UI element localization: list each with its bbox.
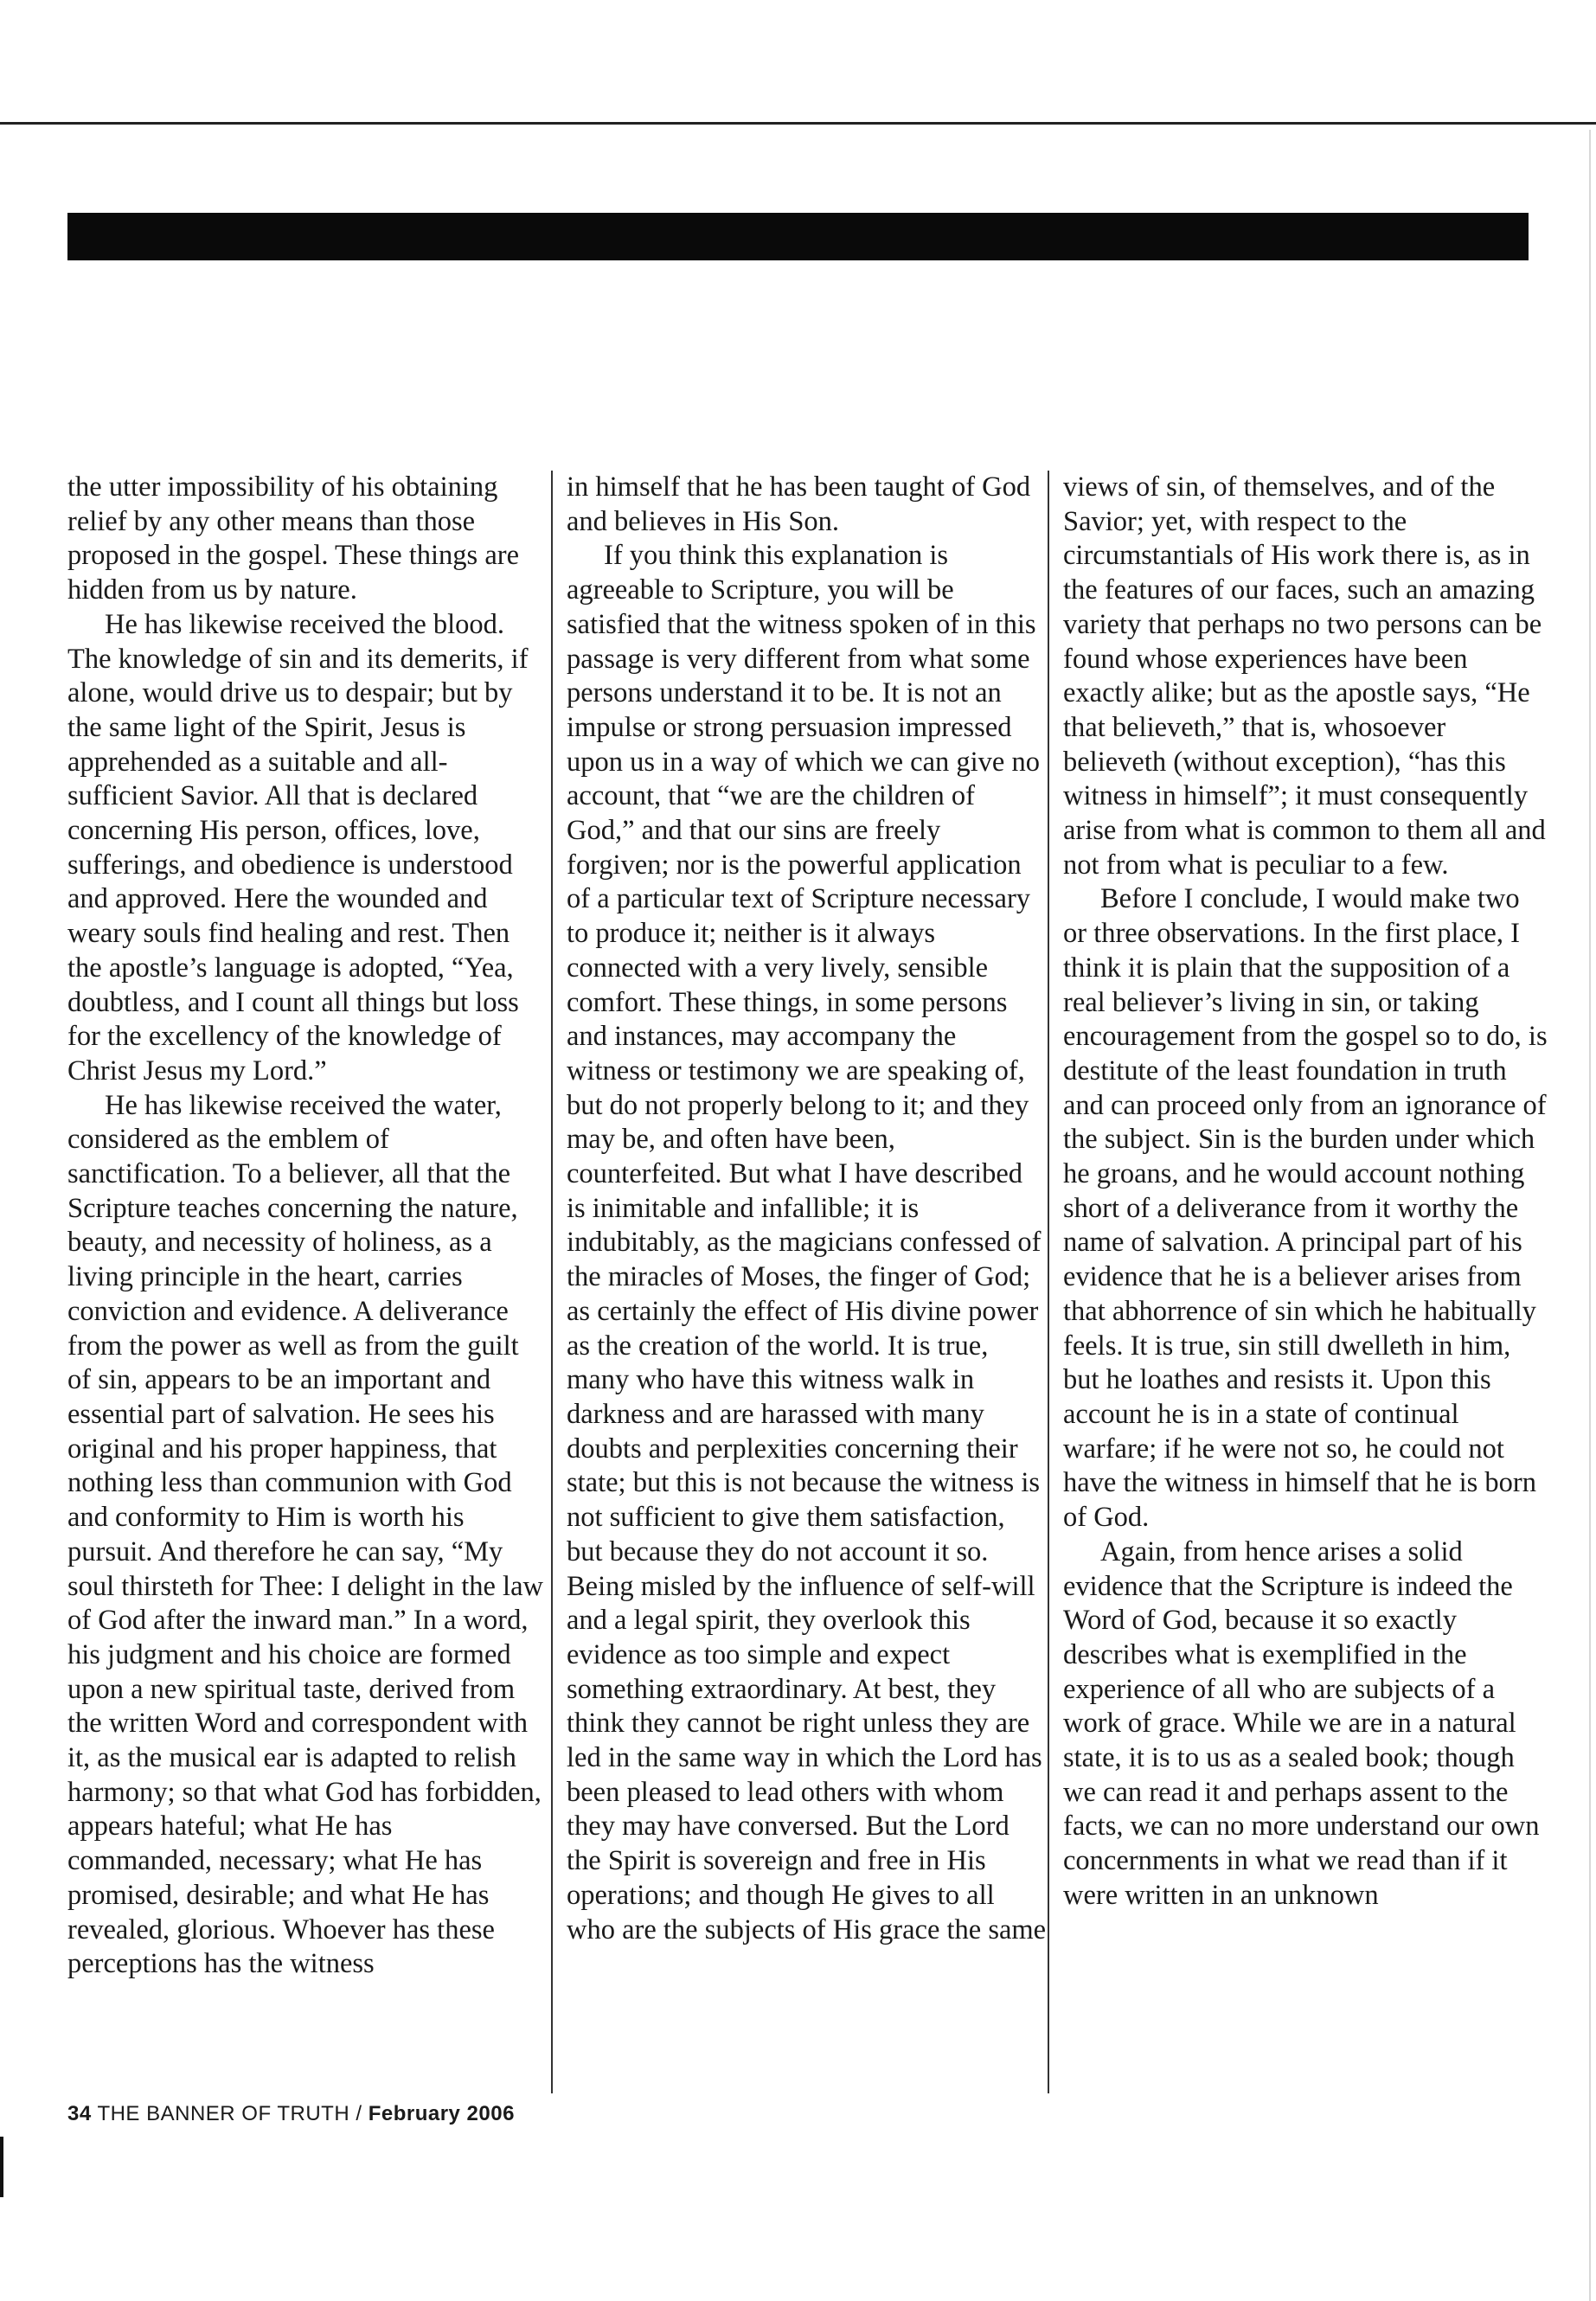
publication-title: THE BANNER OF TRUTH xyxy=(97,2102,350,2125)
top-rule xyxy=(0,122,1596,125)
paragraph: in himself that he has been taught of God and believes in His Son. xyxy=(567,471,1031,537)
paragraph: He has likewise received the blood. The knowledge of sin and its demerits, if alone, would drive us to despair; but by the same light of the Spirit, Jesus is apprehended as a suitable and all-sufficient Savior. All that is declared concerning His person, offices, love, sufferings, and obedience is understood and approved. Here the wounded and weary souls find healing and rest. Then the apostle’s language is adopted, “Yea, doubtless, and I count all things but loss for the excellency of the knowledge of Christ Jesus my Lord.” xyxy=(67,608,529,1086)
paragraph: He has likewise received the water, considered as the emblem of sanctification. To a believer, all that the Scripture teaches concerning the nature, beauty, and necessity of holiness, as a living principle in the heart, carries conviction and evidence. A deliverance from the power as well as from the guilt of sin, appears to be an important and essential part of salvation. He sees his original and his proper happiness, that nothing less than communion with God and conformity to Him is worth his pursuit. And therefore he can say, “My soul thirsteth for Thee: I delight in the law of God after the inward man.” In a word, his judgment and his choice are formed upon a new spiritual taste, derived from the written Word and correspondent with it, as the musical ear is adapted to relish harmony; so that what God has forbidden, appears hateful; what He has commanded, necessary; what He has promised, desirable; and what He has revealed, glorious. Whoever has these perceptions has the witness xyxy=(67,1089,543,1980)
page-number: 34 xyxy=(67,2102,92,2125)
paragraph: If you think this explanation is agreeable to Scripture, you will be satisfied that the witness spoken of in this passage is very different from what some persons understand it to be. It is not an impulse or strong persuasion impressed upon us in a way of which we can give no account, that “we are the children of God,” and that our sins are freely forgiven; nor is the powerful application of a particular text of Scripture necessary to produce it; neither is it always connected with a very lively, sensible comfort. These things, in some persons and instances, may accompany the witness or testimony we are speaking of, but do not properly belong to it; and they may be, and often have been, counterfeited. But what I have described is inimitable and infallible; it is indubitably, as the magicians confessed of the miracles of Moses, the finger of God; as certainly the effect of His divine power as the creation of the world. It is true, many who have this witness walk in darkness and are harassed with many doubts and perplexities concerning their state; but this is not because the witness is not sufficient to give them satisfaction, but because they do not account it so. Being misled by the influence of self-will and a legal spirit, they overlook this evidence as too simple and expect something extraordinary. At best, they think they cannot be right unless they are led in the same way in which the Lord has been pleased to lead others with whom they may have conversed. But the Lord the Spirit is sovereign and free in His operations; and though He gives to all who are the subjects of His grace the same xyxy=(567,540,1047,1945)
page-edge-mark xyxy=(0,2137,3,2197)
paragraph: the utter impossibility of his obtaining relief by any other means than those proposed in the gospel. These things are hidden from us by nature. xyxy=(67,471,519,606)
page-footer xyxy=(67,2102,515,2126)
column-divider xyxy=(551,471,553,2093)
text-column-1 xyxy=(67,471,543,1982)
footer-separator: / xyxy=(356,2102,362,2125)
page-edge xyxy=(1589,130,1593,2301)
paragraph: Again, from hence arises a solid evidence that the Scripture is indeed the Word of God, because it so exactly describes what is exemplified in the experience of all who are subjects of a work of grace. While we are in a natural state, it is to us as a sealed book; though we can read it and perhaps assent to the facts, we can no more understand our own concernments in what we read than if it were written in an unknown xyxy=(1063,1535,1540,1911)
paragraph: Before I conclude, I would make two or three observations. In the first place, I think it is plain that the supposition of a real believer’s living in sin, or taking encouragement from the gospel so to do, is destitute of the least foundation in truth and can proceed only from an ignorance of the subject. Sin is the burden under which he groans, and he would account nothing short of a deliverance from it worthy the name of salvation. A principal part of his evidence that he is a believer arises from that abhorrence of sin which he habitually feels. It is true, sin still dwelleth in him, but he loathes and resists it. Upon this account he is in a state of continual warfare; if he were not so, he could not have the witness in himself that he is born of God. xyxy=(1063,883,1548,1534)
text-column-3 xyxy=(1063,471,1548,1913)
issue-date: February 2006 xyxy=(368,2102,515,2125)
text-column-2 xyxy=(567,471,1047,1947)
header-banner xyxy=(67,213,1529,260)
paragraph: views of sin, of themselves, and of the Savior; yet, with respect to the circumstantials of His work there is, as in the features of our faces, such an amazing variety that perhaps no two persons can be found whose experiences have been exactly alike; but as the apostle says, “He that believeth,” that is, whosoever believeth (without exception), “has this witness in himself”; it must consequently arise from what is common to them all and not from what is peculiar to a few. xyxy=(1063,471,1546,881)
column-divider xyxy=(1048,471,1049,2093)
